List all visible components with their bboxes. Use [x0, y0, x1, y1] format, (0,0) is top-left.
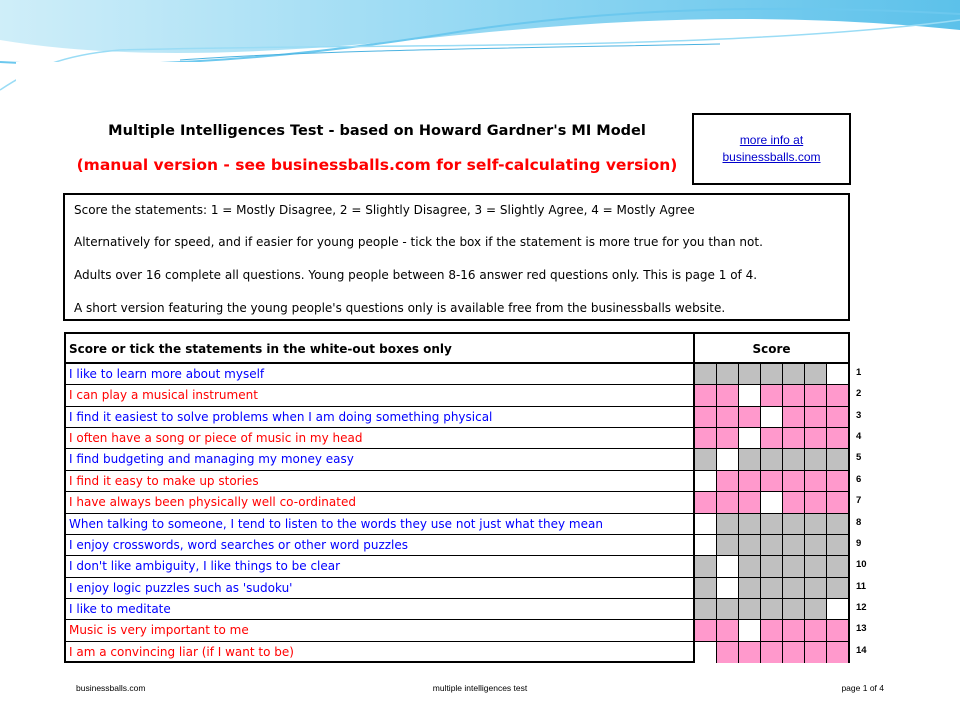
- score-input-box[interactable]: [695, 535, 717, 555]
- score-blocked-cell: [695, 364, 717, 384]
- more-info-link[interactable]: more info at businessballs.com: [722, 133, 821, 164]
- row-number: 7: [856, 495, 862, 507]
- score-blocked-cell: [805, 620, 827, 640]
- table-row: [66, 385, 848, 406]
- score-blocked-cell: [695, 578, 717, 598]
- score-cells: [693, 428, 848, 448]
- score-blocked-cell: [717, 514, 739, 534]
- score-input-box[interactable]: [717, 556, 739, 576]
- score-blocked-cell: [783, 642, 805, 663]
- row-number-column: [856, 362, 886, 661]
- score-blocked-cell: [761, 385, 783, 405]
- score-blocked-cell: [695, 407, 717, 427]
- score-blocked-cell: [827, 407, 848, 427]
- instruction-line: A short version featuring the young people's questions only is available free from the businessballs website.: [74, 301, 726, 315]
- score-input-box[interactable]: [739, 385, 761, 405]
- score-cells: [693, 364, 848, 384]
- score-blocked-cell: [783, 620, 805, 640]
- statement-text: I like to learn more about myself: [69, 367, 265, 381]
- table-header-row: [66, 334, 848, 364]
- score-blocked-cell: [783, 471, 805, 491]
- row-number: 2: [856, 388, 862, 400]
- instruction-line: Score the statements: 1 = Mostly Disagree, 2 = Slightly Disagree, 3 = Slightly Agree, 4 = Mostly Agree: [74, 203, 695, 217]
- score-blocked-cell: [695, 449, 717, 469]
- score-blocked-cell: [695, 492, 717, 512]
- table-row: [66, 407, 848, 428]
- table-rows: [66, 364, 848, 663]
- title-block: [64, 113, 690, 185]
- page-subtitle: (manual version - see businessballs.com for self-calculating version): [76, 156, 678, 174]
- score-blocked-cell: [761, 620, 783, 640]
- score-cells: [693, 385, 848, 405]
- score-blocked-cell: [695, 556, 717, 576]
- score-blocked-cell: [761, 642, 783, 663]
- row-number: 14: [856, 644, 867, 656]
- row-number: 4: [856, 431, 862, 443]
- score-blocked-cell: [717, 535, 739, 555]
- row-number: 8: [856, 516, 862, 528]
- score-blocked-cell: [717, 471, 739, 491]
- score-blocked-cell: [805, 599, 827, 619]
- footer-site: businessballs.com: [76, 683, 146, 693]
- score-blocked-cell: [761, 471, 783, 491]
- info-link-box: [692, 113, 851, 185]
- score-blocked-cell: [739, 407, 761, 427]
- score-cells: [693, 620, 848, 640]
- score-blocked-cell: [783, 535, 805, 555]
- table-row: [66, 578, 848, 599]
- row-number: 12: [856, 601, 867, 613]
- statement-text: I have always been physically well co-ordinated: [69, 495, 356, 510]
- score-blocked-cell: [717, 492, 739, 512]
- table-row: [66, 471, 848, 492]
- score-header-cell: [693, 334, 848, 362]
- score-blocked-cell: [695, 428, 717, 448]
- table-row: [66, 599, 848, 620]
- score-input-box[interactable]: [717, 449, 739, 469]
- score-blocked-cell: [805, 449, 827, 469]
- score-blocked-cell: [827, 620, 848, 640]
- table-row: [66, 492, 848, 513]
- score-blocked-cell: [717, 364, 739, 384]
- score-cells: [693, 578, 848, 598]
- score-blocked-cell: [827, 578, 848, 598]
- score-blocked-cell: [717, 385, 739, 405]
- score-blocked-cell: [805, 642, 827, 663]
- score-blocked-cell: [783, 556, 805, 576]
- page-footer: [76, 683, 884, 697]
- statement-text: I like to meditate: [69, 601, 171, 616]
- score-blocked-cell: [805, 364, 827, 384]
- row-number: 13: [856, 623, 867, 635]
- score-cells: [693, 556, 848, 576]
- score-cells: [693, 642, 848, 663]
- table-row: [66, 428, 848, 449]
- score-input-box[interactable]: [695, 642, 717, 663]
- table-row: [66, 642, 848, 663]
- table-header-label: Score or tick the statements in the white-out boxes only: [69, 342, 452, 356]
- score-blocked-cell: [761, 449, 783, 469]
- score-cells: [693, 492, 848, 512]
- score-blocked-cell: [805, 556, 827, 576]
- row-number: 3: [856, 409, 862, 421]
- statement-text: I find it easiest to solve problems when I am doing something physical: [69, 409, 493, 424]
- score-blocked-cell: [805, 428, 827, 448]
- score-blocked-cell: [761, 599, 783, 619]
- score-blocked-cell: [827, 492, 848, 512]
- score-blocked-cell: [739, 514, 761, 534]
- row-number: 1: [856, 367, 862, 378]
- table-row: [66, 556, 848, 577]
- score-blocked-cell: [717, 407, 739, 427]
- table-row: [66, 449, 848, 470]
- score-cells: [693, 407, 848, 427]
- score-blocked-cell: [783, 599, 805, 619]
- score-blocked-cell: [805, 535, 827, 555]
- score-blocked-cell: [739, 599, 761, 619]
- score-input-box[interactable]: [695, 471, 717, 491]
- score-blocked-cell: [827, 428, 848, 448]
- statement-text: I enjoy logic puzzles such as 'sudoku': [69, 580, 293, 595]
- table-row: [66, 535, 848, 556]
- statement-text: I enjoy crosswords, word searches or other word puzzles: [69, 537, 409, 552]
- score-blocked-cell: [805, 385, 827, 405]
- score-blocked-cell: [827, 449, 848, 469]
- score-input-box[interactable]: [739, 620, 761, 640]
- score-blocked-cell: [739, 556, 761, 576]
- score-blocked-cell: [783, 492, 805, 512]
- score-blocked-cell: [761, 514, 783, 534]
- score-cells: [693, 471, 848, 491]
- score-blocked-cell: [805, 407, 827, 427]
- score-header: Score: [752, 342, 791, 356]
- score-blocked-cell: [783, 428, 805, 448]
- statement-text: I am a convincing liar (if I want to be): [69, 644, 294, 659]
- score-blocked-cell: [805, 514, 827, 534]
- score-blocked-cell: [717, 642, 739, 663]
- score-input-box[interactable]: [827, 364, 848, 384]
- statement-text: When talking to someone, I tend to listen to the words they use not just what they mean: [69, 516, 603, 531]
- score-input-box[interactable]: [695, 514, 717, 534]
- score-blocked-cell: [805, 471, 827, 491]
- score-blocked-cell: [783, 578, 805, 598]
- row-number: 11: [856, 580, 867, 592]
- statement-text: I don't like ambiguity, I like things to be clear: [69, 559, 341, 574]
- instruction-line: Alternatively for speed, and if easier for young people - tick the box if the statement is more true for you than not.: [74, 235, 763, 249]
- score-blocked-cell: [827, 471, 848, 491]
- footer-doc-name: multiple intelligences test: [432, 683, 528, 693]
- score-blocked-cell: [717, 599, 739, 619]
- score-cells: [693, 535, 848, 555]
- score-blocked-cell: [739, 471, 761, 491]
- score-blocked-cell: [739, 492, 761, 512]
- statement-text: I often have a song or piece of music in my head: [69, 431, 363, 446]
- score-cells: [693, 514, 848, 534]
- statement-text: I find budgeting and managing my money easy: [69, 452, 354, 467]
- row-number: 9: [856, 537, 862, 549]
- row-number: 6: [856, 473, 862, 485]
- score-blocked-cell: [827, 535, 848, 555]
- instruction-line: Adults over 16 complete all questions. Young people between 8-16 answer red questions only. This is page 1 of 4.: [74, 268, 758, 282]
- score-blocked-cell: [761, 578, 783, 598]
- score-blocked-cell: [695, 620, 717, 640]
- score-blocked-cell: [739, 642, 761, 663]
- score-input-box[interactable]: [717, 578, 739, 598]
- score-blocked-cell: [695, 599, 717, 619]
- score-blocked-cell: [783, 364, 805, 384]
- table-row: [66, 620, 848, 641]
- row-number: 5: [856, 452, 862, 464]
- score-blocked-cell: [761, 364, 783, 384]
- score-blocked-cell: [827, 642, 848, 663]
- score-blocked-cell: [761, 535, 783, 555]
- score-blocked-cell: [739, 364, 761, 384]
- statements-table: [64, 332, 850, 663]
- score-input-box[interactable]: [827, 599, 848, 619]
- score-blocked-cell: [783, 407, 805, 427]
- score-blocked-cell: [717, 620, 739, 640]
- score-blocked-cell: [761, 428, 783, 448]
- row-number: 10: [856, 559, 867, 571]
- score-blocked-cell: [783, 385, 805, 405]
- score-blocked-cell: [739, 578, 761, 598]
- score-blocked-cell: [695, 385, 717, 405]
- score-blocked-cell: [827, 385, 848, 405]
- page-title: Multiple Intelligences Test - based on Howard Gardner's MI Model: [108, 123, 646, 139]
- score-blocked-cell: [783, 514, 805, 534]
- score-blocked-cell: [827, 514, 848, 534]
- score-blocked-cell: [827, 556, 848, 576]
- statement-text: I can play a musical instrument: [69, 388, 258, 403]
- score-blocked-cell: [805, 578, 827, 598]
- score-blocked-cell: [739, 449, 761, 469]
- statement-text: Music is very important to me: [69, 623, 249, 638]
- score-cells: [693, 449, 848, 469]
- table-row: [66, 514, 848, 535]
- score-blocked-cell: [805, 492, 827, 512]
- score-input-box[interactable]: [761, 407, 783, 427]
- table-row: [66, 364, 848, 385]
- score-input-box[interactable]: [739, 428, 761, 448]
- score-input-box[interactable]: [761, 492, 783, 512]
- score-blocked-cell: [761, 556, 783, 576]
- score-blocked-cell: [783, 449, 805, 469]
- footer-page-number: page 1 of 4: [841, 683, 884, 693]
- score-blocked-cell: [739, 535, 761, 555]
- score-blocked-cell: [717, 428, 739, 448]
- instructions-box: [63, 193, 850, 321]
- statement-text: I find it easy to make up stories: [69, 473, 259, 488]
- score-cells: [693, 599, 848, 619]
